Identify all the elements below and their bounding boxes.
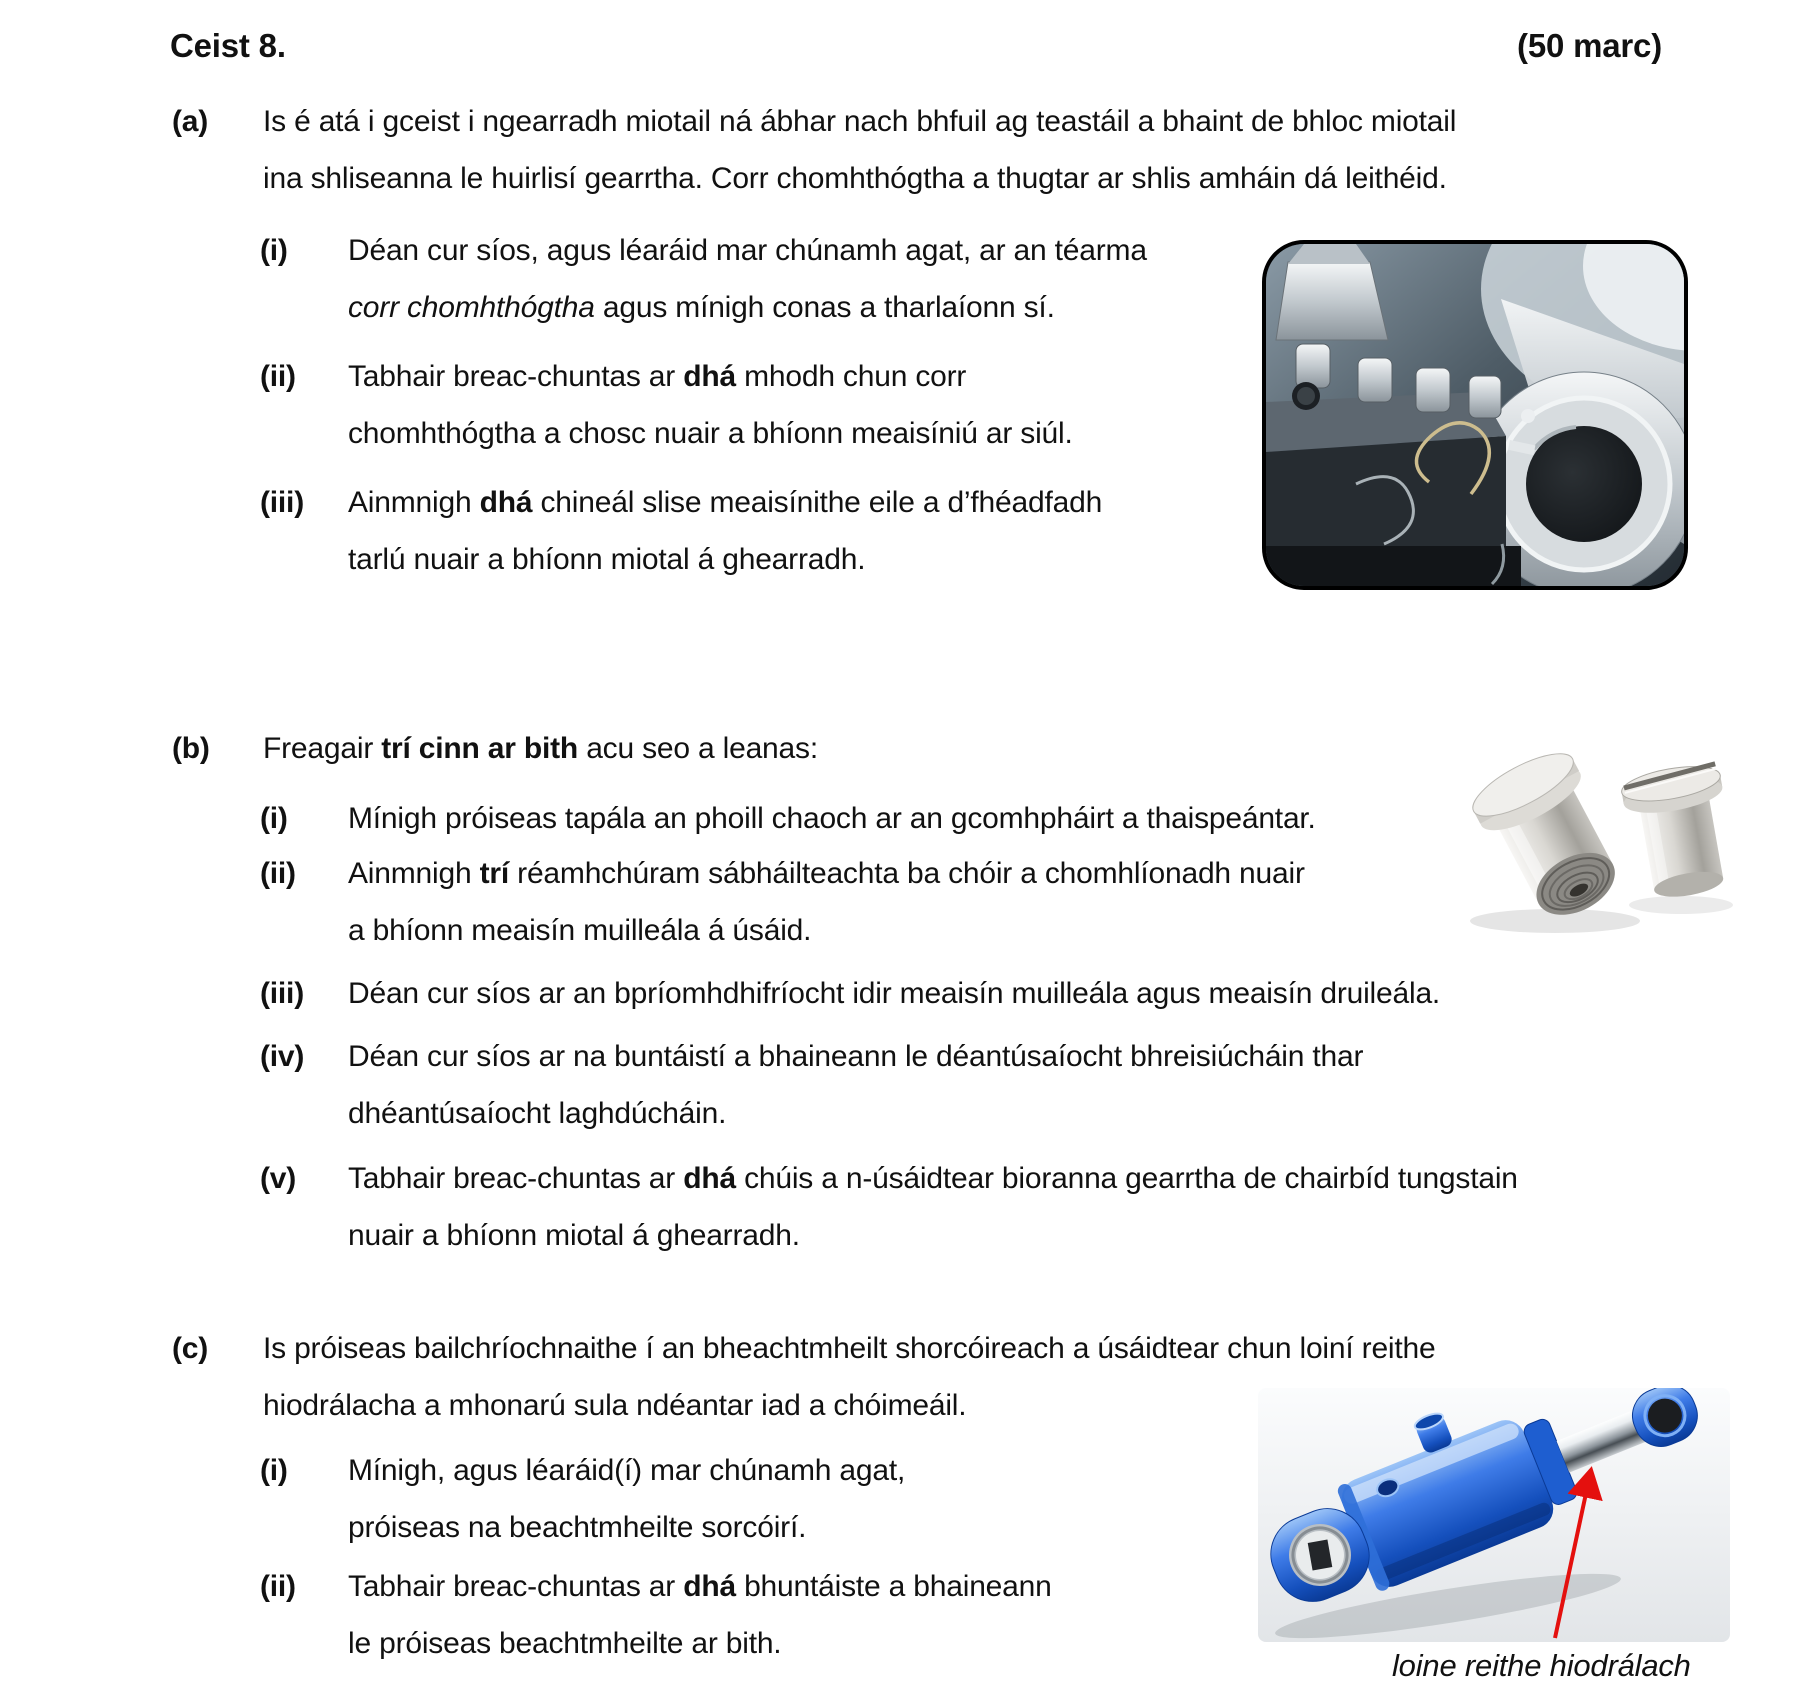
item-c-ii-label: (ii) bbox=[260, 1570, 296, 1603]
lathe-machining-photo bbox=[1262, 240, 1688, 590]
text-line: le próiseas beachtmheilte ar bith. bbox=[348, 1627, 782, 1660]
text-line: Mínigh, agus léaráid(í) mar chúnamh agat, bbox=[348, 1454, 906, 1487]
text-line: Déan cur síos, agus léaráid mar chúnamh agat, ar an téarma bbox=[348, 234, 1147, 267]
section-a-intro bbox=[263, 93, 1456, 207]
lathe-photo-graphic bbox=[1266, 244, 1684, 586]
item-a-iii-label: (iii) bbox=[260, 486, 304, 519]
item-b-v-text bbox=[348, 1150, 1518, 1264]
item-a-iii-text bbox=[348, 474, 1102, 588]
item-a-i-text bbox=[348, 222, 1147, 336]
item-b-iv-text bbox=[348, 1028, 1363, 1142]
text-line: corr chomhthógtha agus mínigh conas a tharlaíonn sí. bbox=[348, 291, 1055, 324]
text-line: Is é atá i gceist i ngearradh miotail ná ábhar nach bhfuil ag teastáil a bhaint de bhloc miotail bbox=[263, 105, 1457, 138]
text-line: ina shliseanna le huirlisí gearrtha. Corr chomhthógtha a thugtar ar shlis amháin dá leithéid. bbox=[263, 162, 1447, 195]
question-number: Ceist 8. bbox=[170, 27, 286, 64]
section-b-intro bbox=[263, 720, 818, 777]
item-b-i-text bbox=[348, 790, 1316, 847]
text-line: dhéantúsaíocht laghdúcháin. bbox=[348, 1097, 727, 1130]
text-line: a bhíonn meaisín muilleála á úsáid. bbox=[348, 914, 812, 947]
item-b-iii-text bbox=[348, 965, 1440, 1022]
item-b-i-label: (i) bbox=[260, 802, 288, 835]
item-a-i-label: (i) bbox=[260, 234, 288, 267]
text-line: chomhthógtha a chosc nuair a bhíonn meaisíniú ar siúl. bbox=[348, 417, 1073, 450]
insert-photo-graphic bbox=[1455, 735, 1741, 940]
item-b-iv-label: (iv) bbox=[260, 1040, 305, 1073]
item-b-iii-label: (iii) bbox=[260, 977, 304, 1010]
item-a-ii-label: (ii) bbox=[260, 360, 296, 393]
marks-label: (50 marc) bbox=[1517, 27, 1662, 64]
text-line: próiseas na beachtmheilte sorcóirí. bbox=[348, 1511, 807, 1544]
text-line: nuair a bhíonn miotal á ghearradh. bbox=[348, 1219, 800, 1252]
text-line: Freagair trí cinn ar bith acu seo a leanas: bbox=[263, 732, 818, 765]
text-line: Déan cur síos ar an bpríomhdhifríocht idir meaisín muilleála agus meaisín druileála. bbox=[348, 977, 1441, 1010]
text-line: Tabhair breac-chuntas ar dhá bhuntáiste a bhaineann bbox=[348, 1570, 1052, 1603]
text-line: hiodrálacha a mhonarú sula ndéantar iad a chóimeáil. bbox=[263, 1389, 967, 1422]
item-b-v-label: (v) bbox=[260, 1162, 297, 1195]
text-line: tarlú nuair a bhíonn miotal á ghearradh. bbox=[348, 543, 866, 576]
text-line: Tabhair breac-chuntas ar dhá chúis a n-úsáidtear bioranna gearrtha de chairbíd tungstain bbox=[348, 1162, 1518, 1195]
text-line: Ainmnigh dhá chineál slise meaisínithe eile a d’fhéadfadh bbox=[348, 486, 1103, 519]
figure-caption: loine reithe hiodrálach bbox=[1392, 1648, 1691, 1683]
text-line: Tabhair breac-chuntas ar dhá mhodh chun corr bbox=[348, 360, 967, 393]
item-a-ii-text bbox=[348, 348, 1073, 462]
text-line: Déan cur síos ar na buntáistí a bhaineann le déantúsaíocht bhreisiúcháin thar bbox=[348, 1040, 1364, 1073]
item-c-i-text bbox=[348, 1442, 905, 1556]
item-b-ii-text bbox=[348, 845, 1305, 959]
cylinder-photo-graphic bbox=[1258, 1388, 1730, 1642]
text-line: Is próiseas bailchríochnaithe í an bheachtmheilt shorcóireach a úsáidtear chun loiní reithe bbox=[263, 1332, 1436, 1365]
text-line: Ainmnigh trí réamhchúram sábháilteachta ba chóir a chomhlíonadh nuair bbox=[348, 857, 1305, 890]
item-c-i-label: (i) bbox=[260, 1454, 288, 1487]
threaded-insert-photo bbox=[1455, 735, 1741, 940]
item-c-ii-text bbox=[348, 1558, 1052, 1672]
section-b-label: (b) bbox=[172, 732, 210, 765]
hydraulic-cylinder-photo bbox=[1258, 1388, 1730, 1642]
section-c-label: (c) bbox=[172, 1332, 209, 1365]
page-header bbox=[170, 26, 1662, 66]
item-b-ii-label: (ii) bbox=[260, 857, 296, 890]
text-line: Mínigh próiseas tapála an phoill chaoch ar an gcomhpháirt a thaispeántar. bbox=[348, 802, 1316, 835]
section-a-label: (a) bbox=[172, 105, 209, 138]
